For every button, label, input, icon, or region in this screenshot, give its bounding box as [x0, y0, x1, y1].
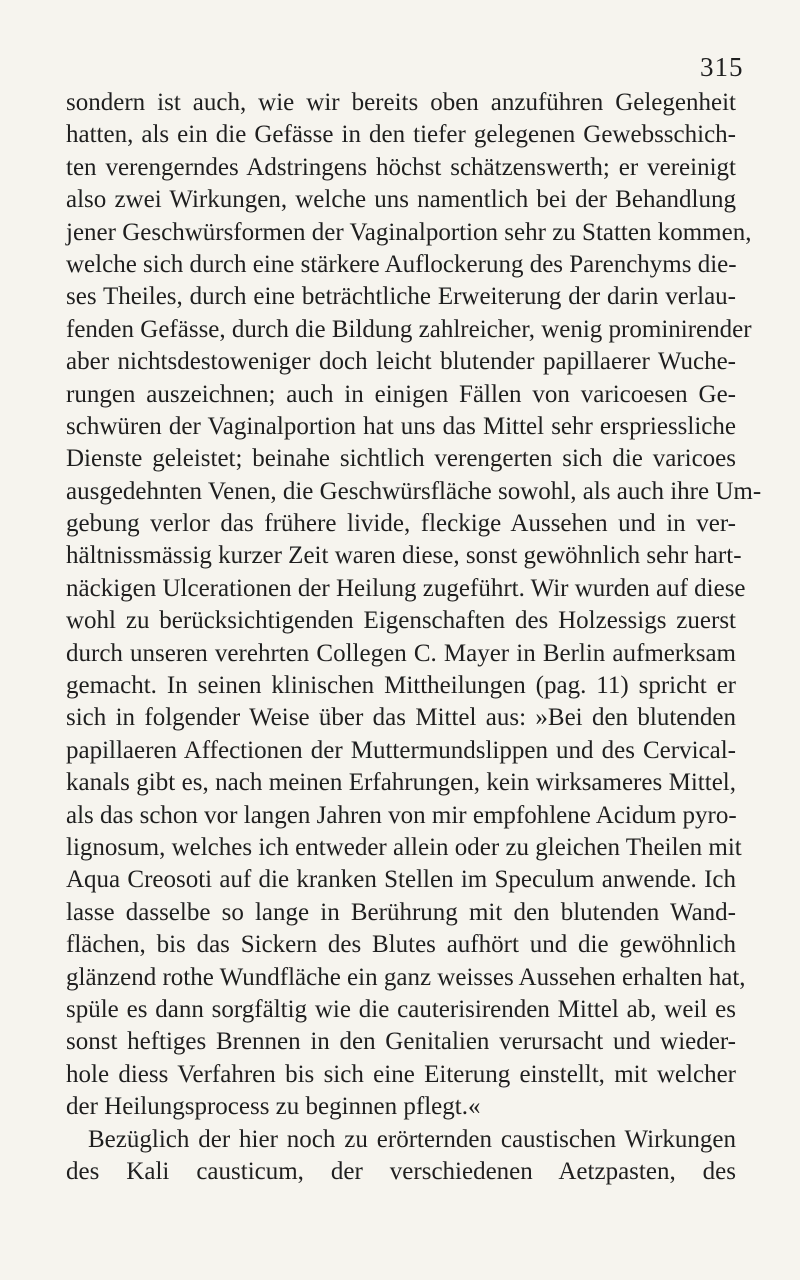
text-line: gebung verlor das frühere livide, fleckige Aussehen und in ver- — [66, 510, 736, 538]
text-line: Dienste geleistet; beinahe sichtlich verengerten sich die varicoes — [66, 445, 736, 473]
text-line: ten verengerndes Adstringens höchst schätzenswerth; er vereinigt — [66, 153, 736, 181]
text-line: hatten, als ein die Gefässe in den tiefer gelegenen Gewebsschich- — [66, 121, 736, 149]
paragraph-start-line: Bezüglich der hier noch zu erörternden caustischen Wirkungen — [88, 1125, 736, 1153]
text-line: sich in folgender Weise über das Mittel aus: »Bei den blutenden — [66, 704, 736, 732]
text-line: rungen auszeichnen; auch in einigen Fällen von varicoesen Ge- — [66, 380, 736, 408]
text-line: Aqua Creosoti auf die kranken Stellen im Speculum anwende. Ich — [66, 866, 736, 894]
text-line: hole diess Verfahren bis sich eine Eiterung einstellt, mit welcher — [66, 1060, 736, 1088]
text-line: welche sich durch eine stärkere Auflockerung des Parenchyms die- — [66, 250, 737, 278]
text-line: flächen, bis das Sickern des Blutes aufhört und die gewöhnlich — [66, 931, 736, 959]
text-line: näckigen Ulcerationen der Heilung zugeführt. Wir wurden auf diese — [66, 574, 746, 602]
page-number: 315 — [700, 52, 744, 82]
text-line: des Kali causticum, der verschiedenen Aetzpasten, des — [66, 1157, 736, 1185]
text-line: jener Geschwürsformen der Vaginalportion sehr zu Statten kommen, — [66, 218, 752, 246]
text-line: wohl zu berücksichtigenden Eigenschaften des Holzessigs zuerst — [66, 607, 736, 635]
text-line: aber nichtsdestoweniger doch leicht blutender papillaerer Wuche- — [66, 348, 736, 376]
text-line: spüle es dann sorgfältig wie die cauterisirenden Mittel ab, weil es — [66, 995, 736, 1023]
text-line: kanals gibt es, nach meinen Erfahrungen, kein wirksameres Mittel, — [66, 769, 736, 797]
text-line: gemacht. In seinen klinischen Mittheilungen (pag. 11) spricht er — [66, 672, 736, 700]
text-line: sonst heftiges Brennen in den Genitalien verursacht und wieder- — [66, 1028, 736, 1056]
body-text — [66, 87, 762, 1188]
text-line: hältnissmässig kurzer Zeit waren diese, sonst gewöhnlich sehr hart- — [66, 542, 742, 570]
text-line: der Heilungsprocess zu beginnen pflegt.« — [66, 1093, 481, 1121]
text-line: also zwei Wirkungen, welche uns namentlich bei der Behandlung — [66, 186, 736, 214]
text-line: ausgedehnten Venen, die Geschwürsfläche sowohl, als auch ihre Um- — [66, 477, 762, 505]
text-line: lasse dasselbe so lange in Berührung mit den blutenden Wand- — [66, 898, 736, 926]
text-line: lignosum, welches ich entweder allein oder zu gleichen Theilen mit — [66, 833, 742, 861]
text-line: durch unseren verehrten Collegen C. Mayer in Berlin aufmerksam — [66, 639, 736, 667]
text-line: fenden Gefässe, durch die Bildung zahlreicher, wenig prominirender — [66, 315, 752, 343]
text-line: als das schon vor langen Jahren von mir empfohlene Acidum pyro- — [66, 801, 737, 829]
text-line: glänzend rothe Wundfläche ein ganz weisses Aussehen erhalten hat, — [66, 963, 746, 991]
text-line: sondern ist auch, wie wir bereits oben anzuführen Gelegenheit — [66, 89, 736, 116]
text-line: papillaeren Affectionen der Muttermundslippen und des Cervical- — [66, 736, 736, 764]
text-line: ses Theiles, durch eine beträchtliche Erweiterung der darin verlau- — [66, 283, 736, 311]
text-line: schwüren der Vaginalportion hat uns das Mittel sehr erspriessliche — [66, 412, 736, 440]
